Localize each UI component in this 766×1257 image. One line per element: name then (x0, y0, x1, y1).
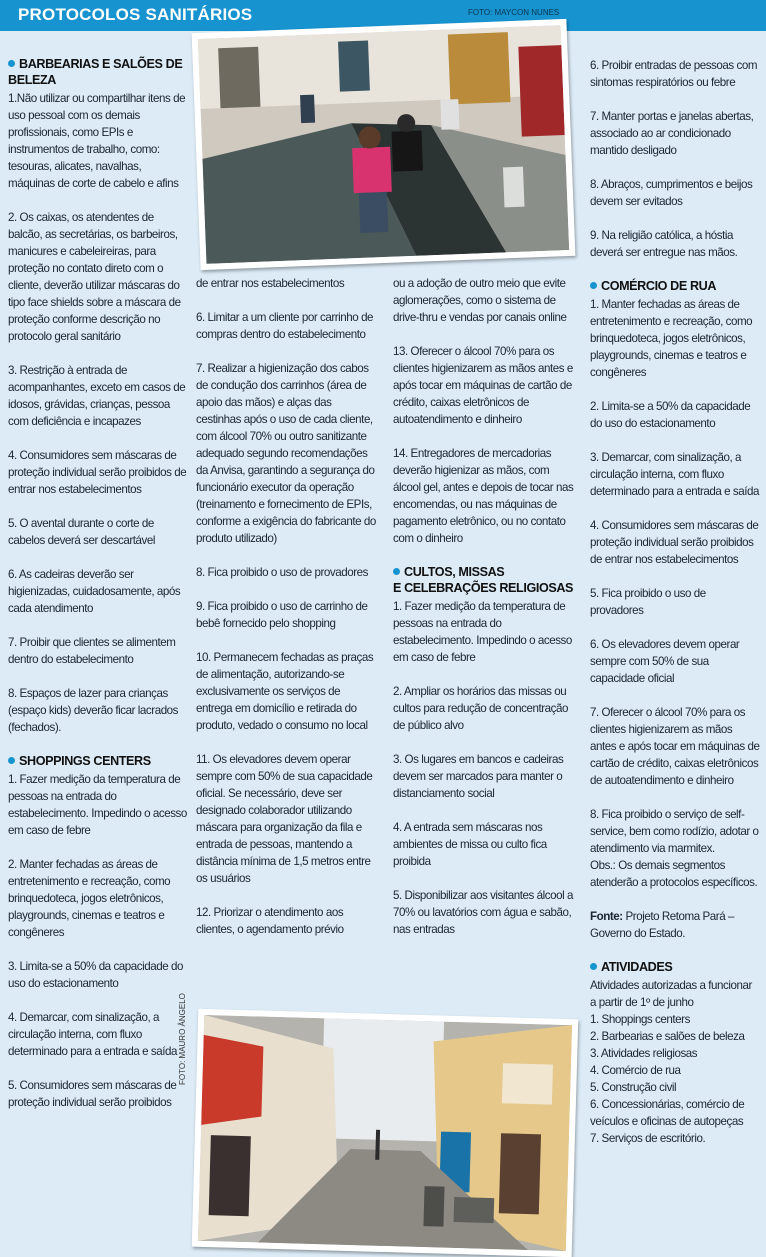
photo-credit-top: FOTO: MAYCON NUNES (468, 8, 560, 17)
column-cultos-comercio-atividades (590, 57, 760, 1147)
source-note (590, 908, 760, 942)
shoppings-item: 8. Fica proibido o uso de provadores (196, 566, 368, 579)
atividades-item: 4. Comércio de rua (590, 1064, 681, 1077)
shoppings-item: 3. Limita-se a 50% da capacidade do uso do estacionamento (8, 960, 184, 990)
barbearias-item: 3. Restrição à entrada de acompanhantes, exceto em casos de idosos, grávidas, crianças, pessoa com deficiência e incapazes (8, 364, 186, 428)
section-heading-cultos: CULTOS, MISSAS E CELEBRAÇÕES RELIGIOSAS (393, 565, 574, 595)
source-label: Fonte: (590, 910, 623, 923)
comercio-item: 1. Manter fechadas as áreas de entretenimento e recreação, como brinquedoteca, jogos eletrônicos, playgrounds, cinemas e teatros e congêneres (590, 298, 753, 379)
section-heading-shoppings: SHOPPINGS CENTERS (8, 753, 188, 769)
street-commerce-photo (192, 1009, 578, 1257)
section-heading-atividades: ATIVIDADES (590, 959, 760, 975)
shoppings-item: 6. Limitar a um cliente por carrinho de compras dentro do estabelecimento (196, 311, 374, 341)
shoppings-item: de entrar nos estabelecimentos (196, 277, 345, 290)
bullet-icon (393, 568, 400, 575)
bullet-icon (590, 963, 597, 970)
section-heading-barbearias: BARBEARIAS E SALÕES DE BELEZA (8, 57, 183, 87)
atividades-item: 6. Concessionárias, comércio de veículos e oficinas de autopeças (590, 1098, 745, 1128)
column-shoppings-cultos (393, 275, 575, 938)
cultos-item: 4. A entrada sem máscaras nos ambientes de missa ou culto fica proibida (393, 821, 547, 868)
shoppings-item: 12. Priorizar o atendimento aos clientes, o agendamento prévio (196, 906, 344, 936)
shoppings-item: 4. Demarcar, com sinalização, a circulação interna, com fluxo determinado para a entrada e saída (8, 1011, 178, 1058)
mall-escalator-photo (192, 19, 576, 270)
barbearias-item: 6. As cadeiras deverão ser higienizadas, cuidadosamente, após cada atendimento (8, 568, 181, 615)
barbearias-item: 5. O avental durante o corte de cabelos deverá ser descartável (8, 517, 155, 547)
column-barbearias-shoppings (8, 56, 188, 1111)
photo-credit-bottom: FOTO: MAURO ÂNGELO (178, 993, 187, 1085)
atividades-intro: Atividades autorizadas a funcionar a partir de 1º de junho (590, 979, 752, 1009)
shoppings-item: 13. Oferecer o álcool 70% para os clientes higienizarem as mãos antes e após tocar em máquinas de cartão de crédito, caixas eletrônicos de autoatendimento e dinheiro (393, 345, 573, 426)
column-shoppings-continued (196, 275, 376, 938)
barbearias-item: 4. Consumidores sem máscaras de proteção individual serão proibidos de entrar nos estabelecimentos (8, 449, 187, 496)
atividades-item: 3. Atividades religiosas (590, 1047, 698, 1060)
barbearias-item: 1.Não utilizar ou compartilhar itens de uso pessoal com os demais profissionais, como EPIs e instrumentos de trabalho, como: tesouras, alicates, navalhas, máquinas de corte de cabelo e afins (8, 92, 186, 190)
comercio-item: 7. Oferecer o álcool 70% para os clientes higienizarem as mãos antes e após tocar em máquinas de cartão de crédito, caixas eletrônicos de autoatendimento e dinheiro (590, 706, 760, 787)
cultos-item: 3. Os lugares em bancos e cadeiras devem ser marcados para manter o distanciamento social (393, 753, 564, 800)
cultos-item: 2. Ampliar os horários das missas ou cultos para redução de concentração de público alvo (393, 685, 569, 732)
cultos-item: 5. Disponibilizar aos visitantes álcool a 70% ou lavatórios com água e sabão, nas entradas (393, 889, 574, 936)
shoppings-item: 2. Manter fechadas as áreas de entretenimento e recreação, como brinquedoteca, jogos eletrônicos, playgrounds, cinemas e teatros e congêneres (8, 858, 171, 939)
cultos-item: 1. Fazer medição da temperatura de pessoas na entrada do estabelecimento. Impedindo o acesso em caso de febre (393, 600, 572, 664)
shoppings-item: 7. Realizar a higienização dos cabos de condução dos carrinhos (área de apoio das mãos) e alças das cestinhas após o uso de cada cliente, com álcool 70% ou outro sanitizante adequado segundo recomendações da Anvisa, garantindo a segurança do funcionário executor da operação (treinamento e fornecimento de EPIs, conforme a exigência do fabricante do produto utilizado) (196, 362, 376, 545)
cultos-item: 7. Manter portas e janelas abertas, associado ao ar condicionado mantido desligado (590, 110, 754, 157)
bullet-icon (8, 757, 15, 764)
comercio-item: 2. Limita-se a 50% da capacidade do uso do estacionamento (590, 400, 751, 430)
shoppings-item: 9. Fica proibido o uso de carrinho de bebê fornecido pelo shopping (196, 600, 368, 630)
atividades-item: 1. Shoppings centers (590, 1013, 690, 1026)
shoppings-item: 14. Entregadores de mercadorias deverão higienizar as mãos, com álcool gel, antes e depois de tocar nas encomendas, ou nas máquinas de pagamento eletrônico, ou no contato com o dinheiro (393, 447, 574, 545)
atividades-item: 2. Barbearias e salões de beleza (590, 1030, 745, 1043)
cultos-item: 6. Proibir entradas de pessoas com sintomas respiratórios ou febre (590, 59, 758, 89)
cultos-item: 8. Abraços, cumprimentos e beijos devem ser evitados (590, 178, 753, 208)
comercio-item: 3. Demarcar, com sinalização, a circulação interna, com fluxo determinado para a entrada e saída (590, 451, 760, 498)
comercio-item: 5. Fica proibido o uso de provadores (590, 587, 706, 617)
bullet-icon (8, 60, 15, 67)
shoppings-item: 1. Fazer medição da temperatura de pessoas na entrada do estabelecimento. Impedindo o acesso em caso de febre (8, 773, 187, 837)
shoppings-item: ou a adoção de outro meio que evite aglomerações, como o sistema de drive-thru e vendas por canais online (393, 277, 567, 324)
atividades-item: 5. Construção civil (590, 1081, 677, 1094)
comercio-item: 8. Fica proibido o serviço de self-service, bem como rodízio, adotar o atendimento via marmitex. (590, 808, 759, 855)
barbearias-item: 7. Proibir que clientes se alimentem dentro do estabelecimento (8, 636, 176, 666)
page-title: PROTOCOLOS SANITÁRIOS (18, 5, 253, 24)
cultos-item: 9. Na religião católica, a hóstia deverá ser entregue nas mãos. (590, 229, 738, 259)
comercio-item: 4. Consumidores sem máscaras de proteção individual serão proibidos de entrar nos estabelecimentos (590, 519, 759, 566)
comercio-item: 6. Os elevadores devem operar sempre com 50% de sua capacidade oficial (590, 638, 740, 685)
section-heading-comercio: COMÉRCIO DE RUA (590, 278, 760, 294)
barbearias-item: 2. Os caixas, os atendentes de balcão, as secretárias, os barbeiros, manicures e cabeleireiras, para proteção no contato direto com o cliente, deverão utilizar máscaras do tipo face shields sobre a máscara de proteção conforme descrição no protocolo geral sanitário (8, 211, 181, 343)
shoppings-item: 11. Os elevadores devem operar sempre com 50% de sua capacidade oficial. Se necessário, deve ser designado colaborador utilizando máscara para organização da fila e entrada de pessoas, mantendo a distância mínima de 1,5 metros entre os usuários (196, 753, 373, 885)
barbearias-item: 8. Espaços de lazer para crianças (espaço kids) deverão ficar lacrados (fechados). (8, 687, 179, 734)
comercio-obs: Obs.: Os demais segmentos atenderão a protocolos específicos. (590, 859, 758, 889)
shoppings-item: 5. Consumidores sem máscaras de proteção individual serão proibidos (8, 1079, 177, 1109)
bullet-icon (590, 282, 597, 289)
atividades-item: 7. Serviços de escritório. (590, 1132, 706, 1145)
shoppings-item: 10. Permanecem fechadas as praças de alimentação, autorizando-se exclusivamente os serviços de entrega em domicílio e retirada do produto, vedado o consumo no local (196, 651, 374, 732)
source-text: Projeto Retoma Pará – Governo do Estado. (590, 910, 734, 940)
